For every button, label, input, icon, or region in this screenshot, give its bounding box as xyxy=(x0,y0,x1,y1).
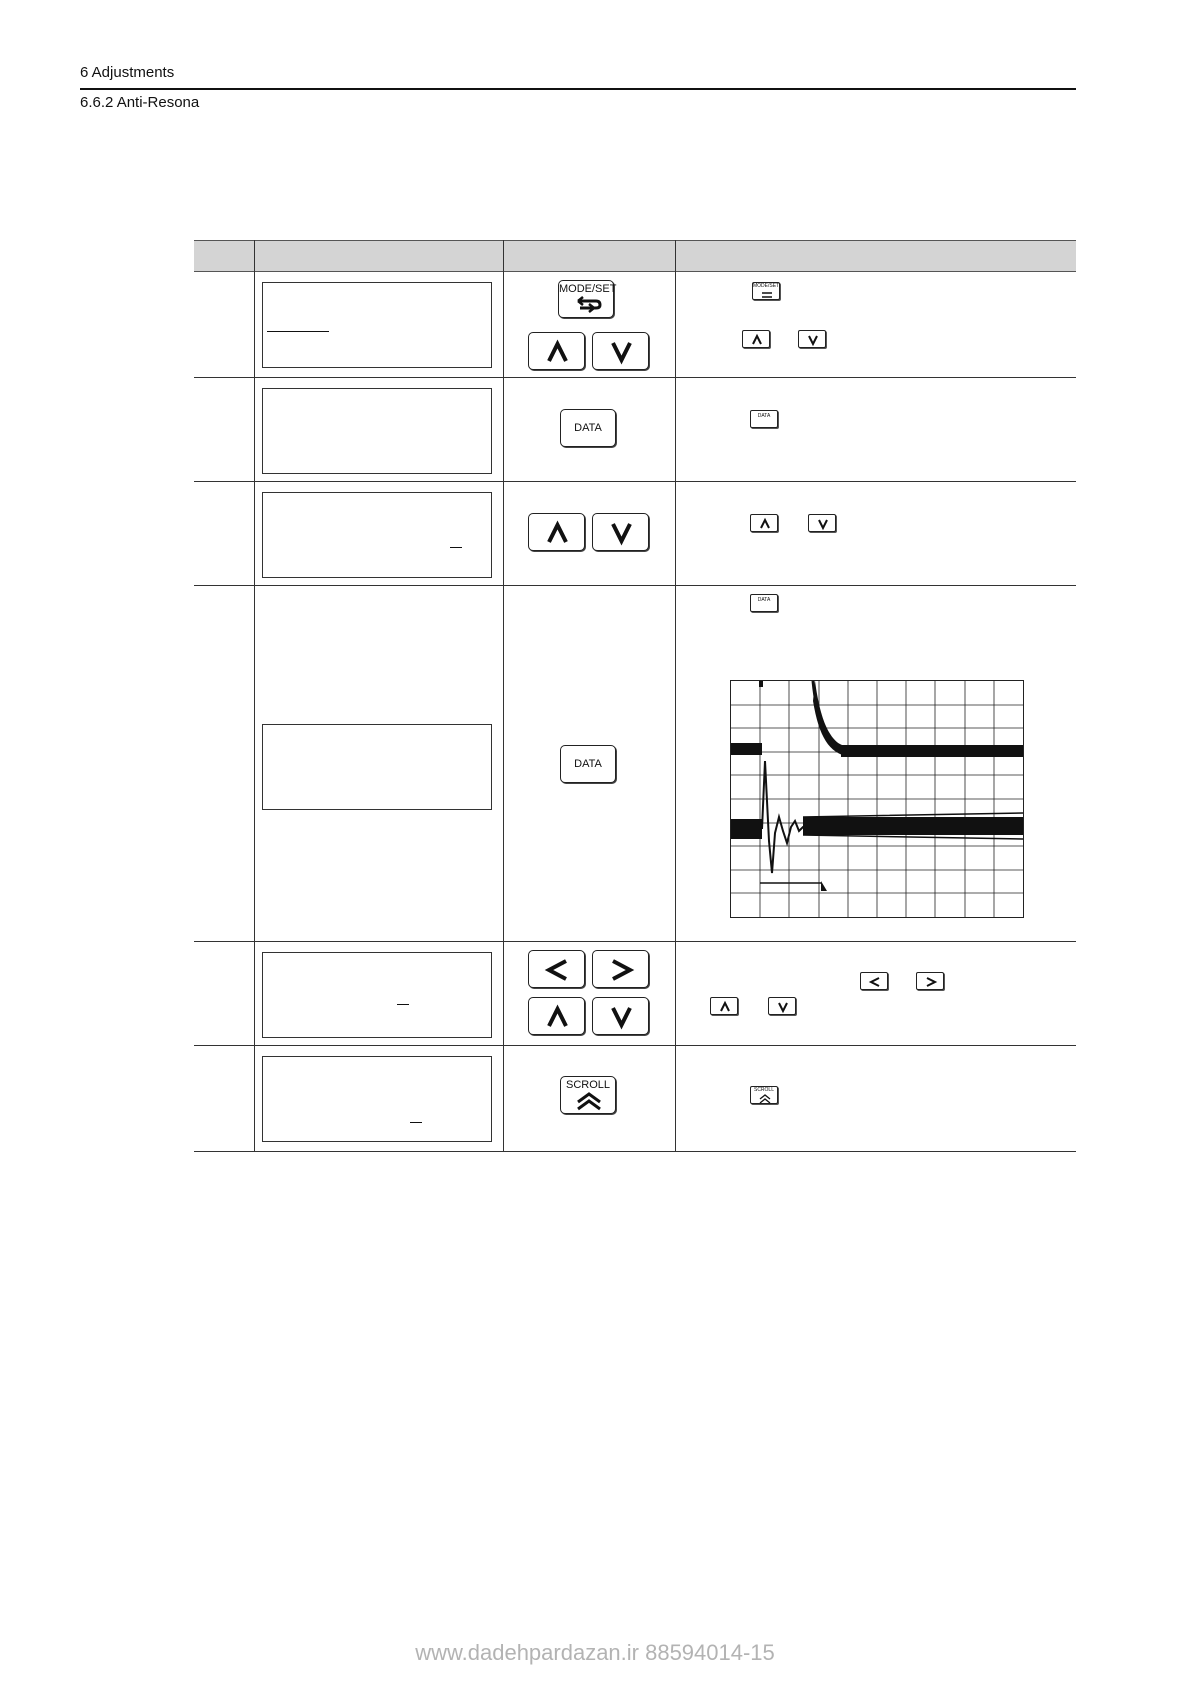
down-arrow-icon xyxy=(593,998,650,1036)
inline-scroll-label: SCROLL xyxy=(753,1087,774,1093)
down-key[interactable] xyxy=(592,997,649,1035)
double-up-arrow-icon xyxy=(751,1087,779,1105)
data-key[interactable] xyxy=(560,745,616,783)
scroll-key-label: SCROLL xyxy=(565,1079,611,1091)
display-cursor xyxy=(410,1122,422,1123)
double-up-arrow-icon xyxy=(561,1077,617,1115)
down-key[interactable] xyxy=(592,513,649,551)
display-cursor xyxy=(397,1004,409,1005)
header-rule xyxy=(80,88,1076,90)
section-header: 6.6.2 Anti-Resona xyxy=(80,94,200,111)
row-divider xyxy=(194,377,1076,378)
data-key-label: DATA xyxy=(574,422,602,434)
inline-mode-set-key xyxy=(752,282,780,300)
inline-mode-set-label: MODE/SET xyxy=(753,283,780,289)
up-key[interactable] xyxy=(528,332,585,370)
inline-down-key xyxy=(798,330,826,348)
row-divider xyxy=(194,481,1076,482)
inline-down-key xyxy=(768,997,796,1015)
right-arrow-icon xyxy=(593,951,650,989)
inline-data-label: DATA xyxy=(757,413,771,419)
up-arrow-icon xyxy=(529,514,586,552)
down-arrow-icon xyxy=(593,333,650,371)
left-arrow-icon xyxy=(529,951,586,989)
inline-data-key xyxy=(750,594,778,612)
mode-set-key-label: MODE/SET xyxy=(559,283,617,295)
scroll-key[interactable] xyxy=(560,1076,616,1114)
inline-up-key xyxy=(742,330,770,348)
row-divider xyxy=(194,941,1076,942)
row-divider xyxy=(194,585,1076,586)
up-key[interactable] xyxy=(528,513,585,551)
chapter-header: 6 Adjustments xyxy=(80,64,175,81)
inline-scroll-key xyxy=(750,1086,778,1104)
display-panel xyxy=(262,388,492,474)
display-panel xyxy=(262,282,492,368)
row-divider xyxy=(194,1045,1076,1046)
up-arrow-icon xyxy=(751,515,779,533)
inline-left-key xyxy=(860,972,888,990)
down-key[interactable] xyxy=(592,332,649,370)
inline-right-key xyxy=(916,972,944,990)
data-key[interactable] xyxy=(560,409,616,447)
display-cursor xyxy=(267,331,329,332)
inline-down-key xyxy=(808,514,836,532)
up-arrow-icon xyxy=(711,998,739,1016)
display-cursor xyxy=(450,547,462,548)
inline-up-key xyxy=(710,997,738,1015)
up-arrow-icon xyxy=(529,333,586,371)
table-header-row xyxy=(194,240,1076,272)
up-key[interactable] xyxy=(528,997,585,1035)
right-arrow-icon xyxy=(917,973,945,991)
waveform-graphic xyxy=(731,681,1023,917)
inline-data-key xyxy=(750,410,778,428)
mode-set-arrows-icon xyxy=(559,281,615,319)
right-key[interactable] xyxy=(592,950,649,988)
inline-up-key xyxy=(750,514,778,532)
down-arrow-icon xyxy=(809,515,837,533)
display-panel xyxy=(262,492,492,578)
up-arrow-icon xyxy=(743,331,771,349)
footer-watermark: www.dadehpardazan.ir 88594014-15 xyxy=(415,1640,775,1665)
mode-set-key[interactable] xyxy=(558,280,617,318)
display-panel xyxy=(262,1056,492,1142)
left-arrow-icon xyxy=(861,973,889,991)
row-divider xyxy=(194,1151,1076,1152)
mode-set-arrows-icon xyxy=(753,283,781,301)
display-panel xyxy=(262,724,492,810)
display-panel xyxy=(262,952,492,1038)
inline-data-label: DATA xyxy=(757,597,771,603)
down-arrow-icon xyxy=(593,514,650,552)
left-key[interactable] xyxy=(528,950,585,988)
up-arrow-icon xyxy=(529,998,586,1036)
down-arrow-icon xyxy=(769,998,797,1016)
oscilloscope-waveform xyxy=(730,680,1024,918)
down-arrow-icon xyxy=(799,331,827,349)
data-key-label: DATA xyxy=(574,758,602,770)
